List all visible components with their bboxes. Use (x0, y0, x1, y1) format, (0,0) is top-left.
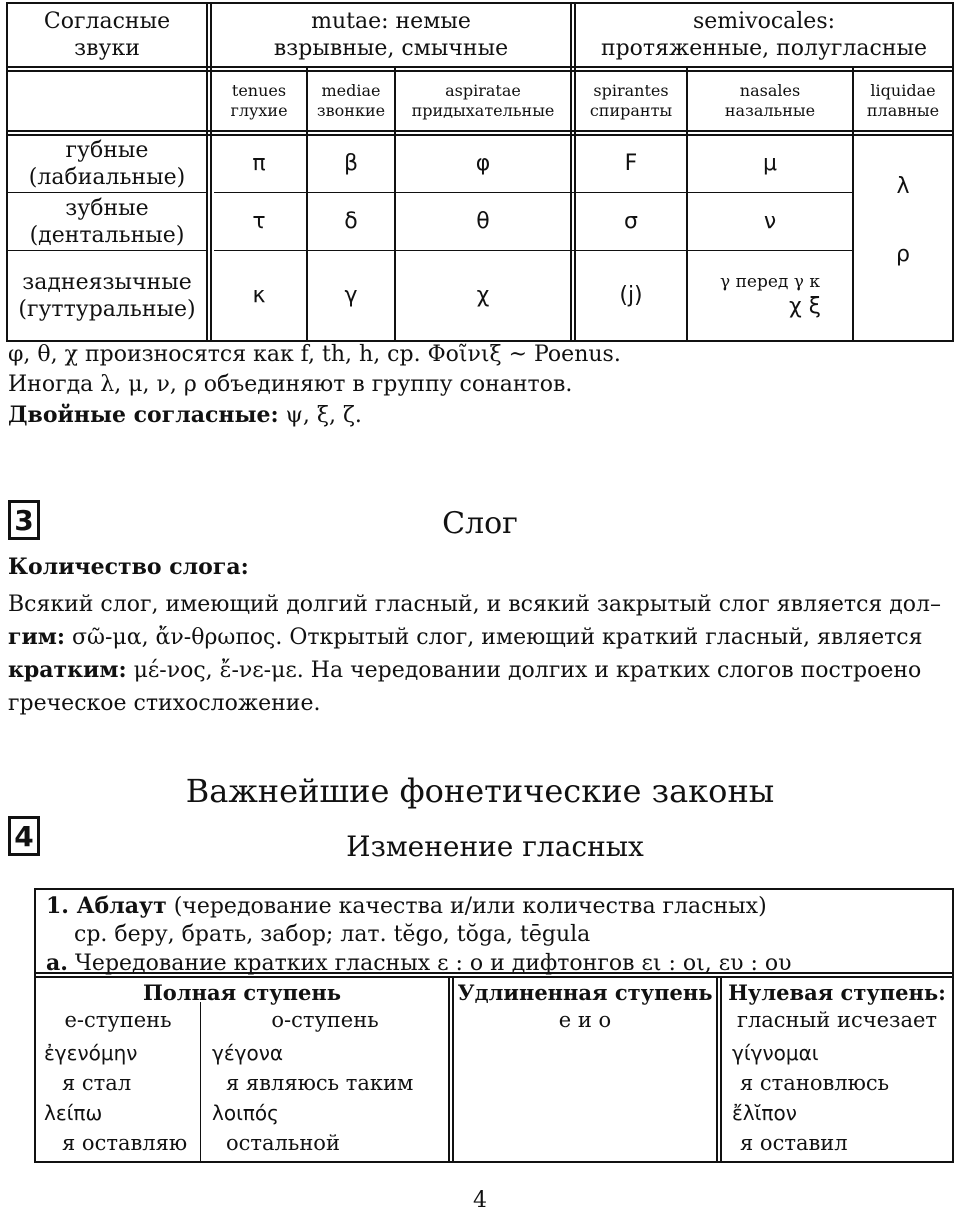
table-cell: ἐγενόμην (44, 1041, 138, 1065)
table-cell: остальной (226, 1131, 340, 1155)
row-label-guttural: заднеязычные (гуттуральные) (18, 269, 196, 322)
subheader-latin: tenues (231, 81, 287, 100)
page-number: 4 (473, 1188, 487, 1213)
ablaut-intro (46, 892, 792, 978)
note-double-consonants (8, 400, 621, 431)
subheader-russian: назальные (724, 101, 816, 120)
section-number-3: 3 (8, 500, 40, 540)
subheader-liquidae (854, 72, 952, 130)
table-cell: λοιπός (212, 1101, 279, 1125)
subheader-russian: глухие (230, 101, 288, 120)
cell-sigma: σ (624, 209, 638, 235)
cell-lambda: λ (896, 174, 910, 200)
note-sonants: Иногда λ, μ, ν, ρ объединяют в группу сонантов. (8, 372, 573, 397)
subheader-russian: плавные (866, 101, 940, 120)
cell-tau: τ (252, 209, 266, 235)
consonant-table (6, 2, 954, 342)
ablaut-definition: (чередование качества и/или количества гласных) (166, 894, 767, 919)
cell-phi: φ (475, 151, 491, 177)
subheader-latin: liquidae (870, 81, 936, 100)
zero-grade-desc: гласный исчезает (736, 1008, 938, 1032)
ablaut-line-3 (46, 949, 792, 978)
subheader-aspiratae (396, 72, 570, 130)
subheader-latin: spirantes (593, 81, 669, 100)
section-number-4: 4 (8, 816, 40, 856)
subheader-russian: придыхательные (411, 101, 555, 120)
o-grade-column (212, 1038, 448, 1158)
para-line: греческое стихосложение. (8, 691, 321, 716)
notes-block (8, 338, 621, 431)
table-cell: я становлюсь (740, 1071, 890, 1095)
cell-rho: ρ (896, 242, 910, 268)
section-title-syllable: Слог (442, 506, 518, 541)
table-cell: γέγονα (212, 1041, 284, 1065)
para-line (8, 654, 956, 687)
nasal-gamma-rule: γ перед γ κ (720, 271, 820, 292)
section-subtitle-vowel-change: Изменение гласных (346, 830, 644, 863)
para-text: σῶ-μα, ἄν-θρωπος. Открытый слог, имеющий краткий гласный, является (65, 625, 923, 650)
table-cell: γίγνομαι (732, 1041, 819, 1065)
subheader-latin: mediae (321, 81, 381, 100)
note-pronunciation: φ, θ, χ произносятся как f, th, h, ср. Φοῖνιξ ~ Poenus. (8, 342, 621, 367)
subheader-latin: aspiratae (445, 81, 521, 100)
col-full-grade: Полная ступень (142, 980, 342, 1005)
ablaut-alternation: Чередование кратких гласных ε : ο и дифтонгов ει : οι, ευ : ου (67, 951, 792, 976)
mutae-header: mutae: немые взрывные, смычные (273, 8, 509, 61)
ablaut-line-2: ср. беру, брать, забор; лат. tĕgo, tŏga, tēgula (74, 922, 591, 947)
cell-beta: β (343, 151, 359, 177)
lengthened-grade-value: е и о (558, 1008, 612, 1032)
nasal-gamma-examples: χ ξ (789, 293, 821, 319)
note-double-letters: ψ, ξ, ζ. (278, 403, 362, 428)
e-grade-column (44, 1038, 200, 1158)
table-corner-header: Согласные звуки (43, 8, 171, 61)
syllable-paragraph (8, 588, 956, 720)
cell-chi: χ (476, 283, 490, 309)
ablaut-title: 1. Аблаут (46, 893, 167, 919)
table-cell: я являюсь таким (226, 1071, 414, 1095)
section-title-phonetic-laws: Важнейшие фонетические законы (185, 772, 775, 810)
para-bold: гим: (8, 624, 66, 650)
cell-delta: δ (344, 209, 358, 235)
table-cell: λείπω (44, 1101, 103, 1125)
e-grade-label: е-ступень (64, 1008, 172, 1032)
para-bold: кратким: (8, 657, 127, 683)
subheader-nasales (688, 72, 852, 130)
cell-nasal-gamma (688, 252, 852, 340)
cell-theta: θ (476, 209, 490, 235)
ablaut-table (34, 888, 954, 1163)
cell-mu: μ (763, 151, 777, 177)
subheader-russian: звонкие (316, 101, 386, 120)
zero-grade-column (732, 1038, 952, 1158)
para-line (8, 621, 956, 654)
syllable-quantity-heading: Количество слога: (8, 554, 249, 580)
ablaut-subpoint: а. (46, 950, 68, 976)
note-double-label: Двойные согласные: (8, 402, 279, 428)
table-cell: я стал (62, 1071, 132, 1095)
cell-kappa: κ (252, 283, 266, 309)
subheader-latin: nasales (739, 81, 801, 100)
table-cell: я оставил (740, 1131, 848, 1155)
cell-pi: π (252, 151, 266, 177)
table-cell: я оставляю (62, 1131, 188, 1155)
row-label-dental: зубные (дентальные) (29, 195, 185, 248)
subheader-mediae (308, 72, 394, 130)
para-line: Всякий слог, имеющий долгий гласный, и всякий закрытый слог является дол– (8, 592, 942, 617)
col-zero-grade: Нулевая ступень: (728, 980, 946, 1005)
col-lengthened-grade: Удлиненная ступень (457, 980, 713, 1005)
subheader-tenues (212, 72, 306, 130)
cell-gamma: γ (344, 283, 358, 309)
subheader-spirantes (576, 72, 686, 130)
semivocales-header: semivocales: протяженные, полугласные (600, 8, 928, 61)
table-cell: ἔλῐπον (732, 1101, 797, 1125)
para-text: μέ-νος, ἔ-νε-με. На чередовании долгих и кратких слогов построено (126, 658, 922, 683)
cell-digamma: F (624, 151, 638, 177)
ablaut-line-1 (46, 892, 792, 921)
row-label-labial: губные (лабиальные) (28, 137, 186, 190)
cell-nu: ν (763, 209, 777, 235)
subheader-russian: спиранты (589, 101, 673, 120)
o-grade-label: о-ступень (271, 1008, 379, 1032)
cell-jod: (j) (619, 283, 643, 309)
